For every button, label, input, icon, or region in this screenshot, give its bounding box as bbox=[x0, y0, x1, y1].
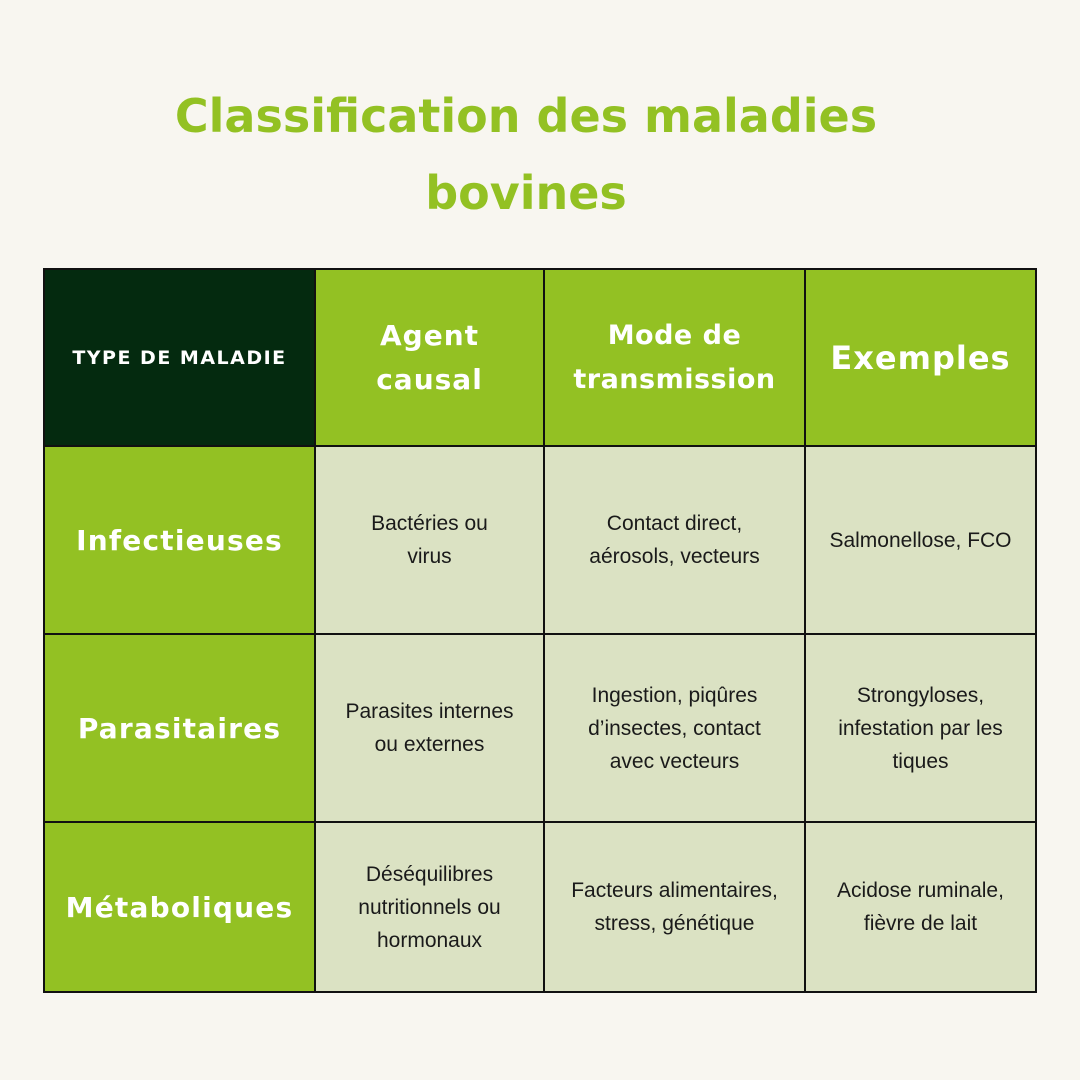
title-line-1: Classification des maladies bbox=[174, 89, 878, 143]
table-row-parasitaires bbox=[44, 634, 1036, 822]
table-row-metaboliques bbox=[44, 822, 1036, 992]
classification-table bbox=[43, 268, 1037, 993]
cell-line: tiques bbox=[892, 749, 949, 773]
cell-line: stress, génétique bbox=[594, 912, 755, 935]
cell-mode-infectieuses bbox=[544, 446, 805, 634]
cell-line: infestation par les bbox=[838, 716, 1003, 740]
cell-line: ou externes bbox=[374, 733, 485, 756]
header-agent-line-1: Agent bbox=[379, 318, 480, 352]
cell-line: Ingestion, piqûres bbox=[591, 683, 758, 707]
title-line-2: bovines bbox=[425, 166, 627, 220]
cell-line: avec vecteurs bbox=[609, 749, 740, 773]
table-row-infectieuses bbox=[44, 446, 1036, 634]
cell-agent-metaboliques bbox=[315, 822, 544, 992]
cell-line: hormonaux bbox=[376, 928, 483, 952]
cell-line: Bactéries ou bbox=[371, 512, 488, 535]
table-header-row bbox=[44, 269, 1036, 446]
header-mode-line-2: transmission bbox=[573, 363, 776, 395]
cell-line: Contact direct, bbox=[606, 512, 743, 535]
row-type-metaboliques: Métaboliques bbox=[44, 822, 315, 992]
cell-exemples-metaboliques bbox=[805, 822, 1036, 992]
cell-line: fièvre de lait bbox=[863, 912, 978, 935]
header-exemples: Exemples bbox=[805, 269, 1036, 446]
cell-agent-infectieuses bbox=[315, 446, 544, 634]
cell-line: virus bbox=[407, 545, 452, 568]
cell-exemples-parasitaires bbox=[805, 634, 1036, 822]
cell-line: Salmonellose, FCO bbox=[829, 528, 1012, 552]
cell-line: Strongyloses, bbox=[856, 683, 985, 707]
header-mode-line-1: Mode de bbox=[607, 319, 742, 351]
row-type-parasitaires: Parasitaires bbox=[44, 634, 315, 822]
cell-agent-parasitaires bbox=[315, 634, 544, 822]
row-type-infectieuses: Infectieuses bbox=[44, 446, 315, 634]
cell-line: Parasites internes bbox=[345, 700, 514, 723]
cell-line: aérosols, vecteurs bbox=[589, 545, 760, 568]
cell-line: d’insectes, contact bbox=[588, 716, 761, 740]
page-title bbox=[0, 78, 1052, 232]
header-mode-de-transmission bbox=[544, 269, 805, 446]
cell-line: nutritionnels ou bbox=[358, 895, 501, 919]
cell-mode-parasitaires bbox=[544, 634, 805, 822]
cell-line: Acidose ruminale, bbox=[837, 879, 1004, 902]
cell-line: Déséquilibres bbox=[365, 862, 494, 886]
header-agent-causal bbox=[315, 269, 544, 446]
cell-mode-metaboliques bbox=[544, 822, 805, 992]
cell-line: Facteurs alimentaires, bbox=[571, 879, 778, 902]
cell-exemples-infectieuses bbox=[805, 446, 1036, 634]
header-agent-line-2: causal bbox=[376, 362, 483, 396]
header-type-de-maladie: TYPE DE MALADIE bbox=[44, 269, 315, 446]
